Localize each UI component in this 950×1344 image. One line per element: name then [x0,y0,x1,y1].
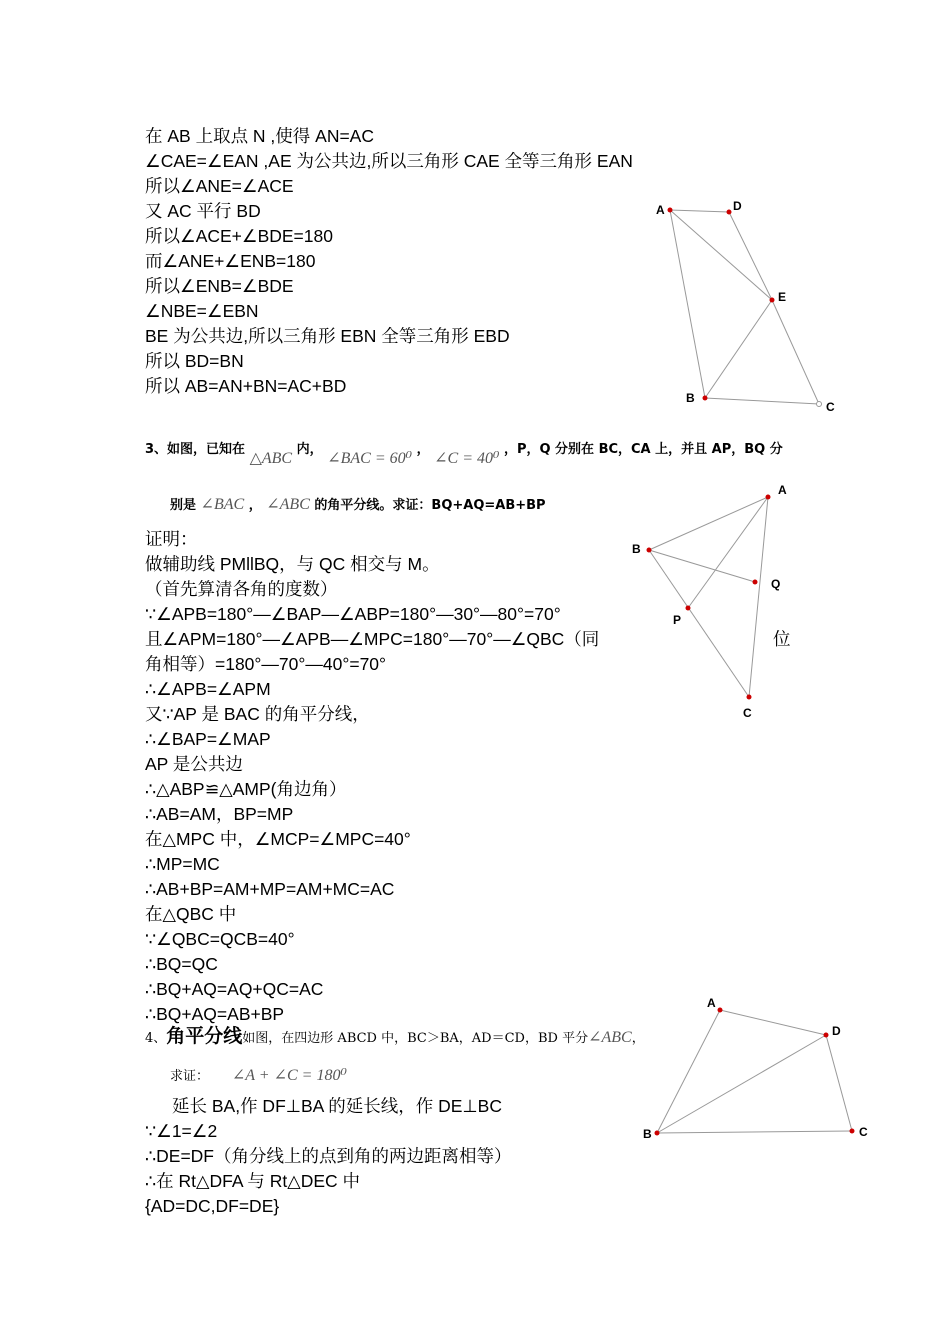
point-p [686,606,691,611]
problem4-text: 如图，在四边形 ABCD 中，BC＞BA，AD＝CD，BD 平分 [242,1031,589,1046]
proof-line: ∵∠APB=180°—∠BAP—∠ABP=180°—30°—80°=70° [145,604,561,624]
proof-line: 所以∠ANE=∠ACE [145,176,294,196]
figure-triangle-abc-pq [625,478,800,723]
proof-line: ∴BQ=QC [145,954,218,974]
label-a: A [656,203,665,217]
problem3-prefix: 3、如图，已知在 [145,442,246,457]
point-c [817,402,822,407]
label-b: B [686,391,695,405]
proof-line: （首先算清各角的度数） [145,579,338,599]
problem3-inside: 内， [296,442,323,457]
proof-line: ∴∠BAP=∠MAP [145,729,271,749]
angle-abc: ∠ABC [588,1029,632,1046]
label-a: A [778,483,787,497]
point-d [824,1033,829,1038]
label-c: C [743,706,752,720]
problem4-number: 4、 [145,1031,167,1046]
proof-line: 所以 BD=BN [145,351,244,371]
proof-line: ∴∠APB=∠APM [145,679,271,699]
problem3-cond: ，P，Q 分别在 BC，CA 上，并且 AP，BQ 分 [503,442,783,457]
label-e: E [778,290,787,304]
proof-line: ∴BQ+AQ=AQ+QC=AC [145,979,324,999]
problem3-line1 [145,436,783,467]
proof-line: ∴AB+BP=AM+MP=AM+MC=AC [145,879,395,899]
proof-line: ∴△ABP≌△AMP(角边角） [145,779,347,799]
proof-line: 又 AC 平行 BD [145,201,261,221]
angle-bac: ∠BAC [200,496,245,513]
proof-line: BE 为公共边,所以三角形 EBN 全等三角形 EBD [145,326,510,346]
proof-line: AP 是公共边 [145,754,243,774]
text: ， [248,498,262,513]
comma: ， [631,1031,645,1046]
proof-line: ∠NBE=∠EBN [145,301,259,321]
point-a [668,208,673,213]
label-q: Q [771,577,781,591]
proof-line: 在△MPC 中，∠MCP=∠MPC=40° [145,829,411,849]
proof-line: 在 AB 上取点 N ,使得 AN=AC [145,126,374,146]
label-d: D [832,1024,841,1038]
point-a [718,1008,723,1013]
proof-line: 做辅助线 PMllBQ，与 QC 相交与 M。 [145,554,440,574]
point-e [770,298,775,303]
angle-bac-60: ∠BAC = 60⁰ [327,450,413,467]
label-b: B [643,1127,652,1141]
proof-line: 且∠APM=180°—∠APB—∠MPC=180°—70°—∠QBC（同 [145,629,600,649]
problem4-title: 角平分线 [166,1025,243,1047]
text: 的角平分线。求证：BQ+AQ=AB+BP [314,498,546,513]
problem4-prove [170,1062,347,1089]
comma: ， [416,442,430,457]
proof-line: 所以∠ACE+∠BDE=180 [145,226,333,246]
proof-line: ∴BQ+AQ=AB+BP [145,1004,285,1024]
label-d: D [733,199,742,213]
proof-line: 证明： [145,529,198,549]
proof-line: ∠CAE=∠EAN ,AE 为公共边,所以三角形 CAE 全等三角形 EAN [145,151,633,171]
point-c [850,1129,855,1134]
problem4-line1 [145,1024,645,1051]
angle-c-40: ∠C = 40⁰ [434,450,500,467]
proof-line: ∴在 Rt△DFA 与 Rt△DEC 中 [145,1171,361,1191]
point-b [655,1131,660,1136]
proof-line: 角相等）=180°—70°—40°=70° [145,654,387,674]
figure-quadrilateral-abcd [640,990,880,1145]
triangle-abc: △ABC [249,450,293,467]
proof-line: 又∵AP 是 BAC 的角平分线， [145,704,370,724]
figure-quadrilateral-adebc [640,195,850,420]
point-c [747,695,752,700]
point-d [727,210,732,215]
point-b [703,396,708,401]
angle-abc: ∠ABC [266,496,310,513]
text: 别是 [170,498,197,513]
problem3-line2 [170,492,546,518]
label-c: C [826,400,835,414]
prove-expression: ∠A + ∠C = 180⁰ [231,1067,347,1084]
proof-line: 所以∠ENB=∠BDE [145,276,294,296]
point-a [766,495,771,500]
point-b [647,548,652,553]
proof-line: 延长 BA,作 DF⊥BA 的延长线，作 DE⊥BC [172,1096,502,1116]
proof-line: ∵∠1=∠2 [145,1121,218,1141]
label-b: B [632,542,641,556]
label-a: A [707,996,716,1010]
proof-line: ∴MP=MC [145,854,220,874]
proof-line: ∴AB=AM，BP=MP [145,804,294,824]
label-p: P [673,613,682,627]
proof-line: {AD=DC,DF=DE} [145,1196,280,1216]
proof-line: 而∠ANE+∠ENB=180 [145,251,316,271]
point-q [753,580,758,585]
proof-line: 所以 AB=AN+BN=AC+BD [145,376,347,396]
proof-line: ∴DE=DF（角分线上的点到角的两边距离相等） [145,1146,512,1166]
label-c: C [859,1125,868,1139]
proof-line: ∵∠QBC=QCB=40° [145,929,295,949]
proof-line: 在△QBC 中 [145,904,237,924]
prove-label: 求证： [170,1069,210,1084]
wei-char: 位 [773,629,791,649]
